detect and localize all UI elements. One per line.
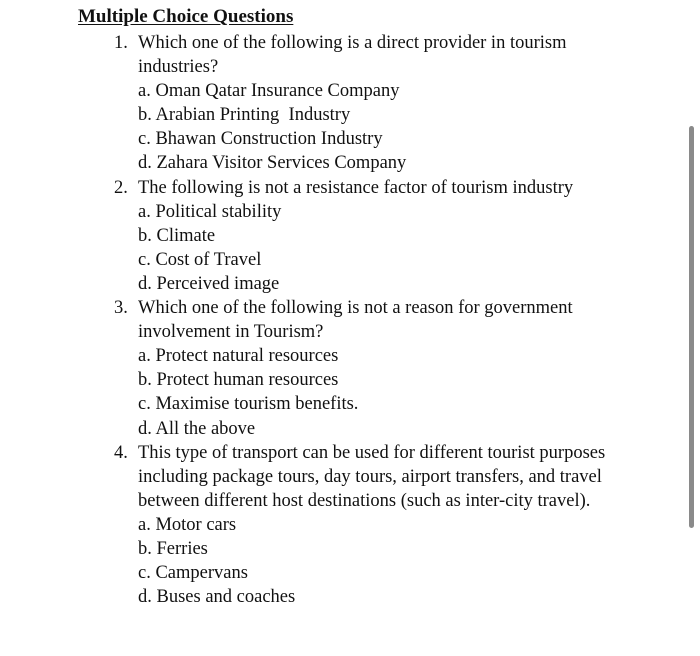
- question-number: 2.: [114, 177, 128, 198]
- option-text: Perceived image: [156, 273, 280, 294]
- answer-option: [138, 561, 614, 585]
- option-letter: c.: [138, 394, 151, 415]
- question-number: 3.: [114, 298, 128, 319]
- option-text: Oman Qatar Insurance Company: [155, 81, 400, 102]
- option-text: Motor cars: [155, 514, 237, 535]
- answer-option: [138, 585, 614, 609]
- answer-option: [138, 224, 614, 248]
- option-text: Protect human resources: [156, 370, 339, 391]
- option-letter: d.: [138, 153, 152, 174]
- answer-option: [138, 344, 614, 368]
- question-text: Which one of the following is not a reason for government involvement in Tourism?: [138, 298, 573, 343]
- question-text: This type of transport can be used for different tourist purposes including package tours, day tours, airport transfers, and travel between different host destinations (such as inter-city travel).: [138, 442, 606, 511]
- question-number: 1.: [114, 33, 128, 53]
- answer-option: [138, 272, 614, 296]
- option-text: Ferries: [156, 538, 208, 559]
- question-2: [114, 176, 614, 296]
- answer-option: [138, 417, 614, 441]
- option-text: Zahara Visitor Services Company: [156, 153, 407, 174]
- answer-option: [138, 392, 614, 416]
- question-text: Which one of the following is a direct provider in tourism industries?: [138, 33, 567, 78]
- option-text: Protect natural resources: [155, 346, 339, 367]
- option-text: Arabian Printing Industry: [155, 105, 351, 126]
- option-letter: b.: [138, 105, 152, 126]
- question-text: The following is not a resistance factor of tourism industry: [138, 177, 574, 198]
- option-text: Buses and coaches: [156, 587, 296, 608]
- answer-option: [138, 79, 614, 103]
- option-letter: b.: [138, 370, 152, 391]
- option-text: Bhawan Construction Industry: [155, 129, 383, 150]
- answer-option: [138, 151, 614, 175]
- answer-option: [138, 248, 614, 272]
- option-letter: d.: [138, 587, 152, 608]
- option-text: Climate: [156, 225, 216, 246]
- answer-option: [138, 200, 614, 224]
- answer-option: [138, 513, 614, 537]
- option-letter: a.: [138, 346, 151, 367]
- answer-option: [138, 103, 614, 127]
- option-letter: d.: [138, 273, 152, 294]
- option-letter: a.: [138, 81, 151, 102]
- option-letter: d.: [138, 418, 152, 439]
- option-text: Cost of Travel: [155, 249, 262, 270]
- option-letter: b.: [138, 538, 152, 559]
- option-letter: a.: [138, 514, 151, 535]
- option-text: Political stability: [155, 201, 282, 222]
- vertical-scrollbar[interactable]: [689, 126, 694, 528]
- question-number: 4.: [114, 442, 128, 463]
- page-title: Multiple Choice Questions: [78, 6, 294, 27]
- question-list: [114, 31, 614, 609]
- option-letter: c.: [138, 249, 151, 270]
- option-letter: b.: [138, 225, 152, 246]
- question-4: [114, 441, 614, 610]
- answer-option: [138, 368, 614, 392]
- option-letter: c.: [138, 129, 151, 150]
- option-letter: a.: [138, 201, 151, 222]
- question-3: [114, 296, 614, 441]
- question-1: [114, 31, 614, 176]
- answer-option: [138, 127, 614, 151]
- option-text: Campervans: [155, 563, 248, 584]
- option-text: Maximise tourism benefits.: [155, 394, 359, 415]
- option-letter: c.: [138, 563, 151, 584]
- answer-option: [138, 537, 614, 561]
- option-text: All the above: [155, 418, 256, 439]
